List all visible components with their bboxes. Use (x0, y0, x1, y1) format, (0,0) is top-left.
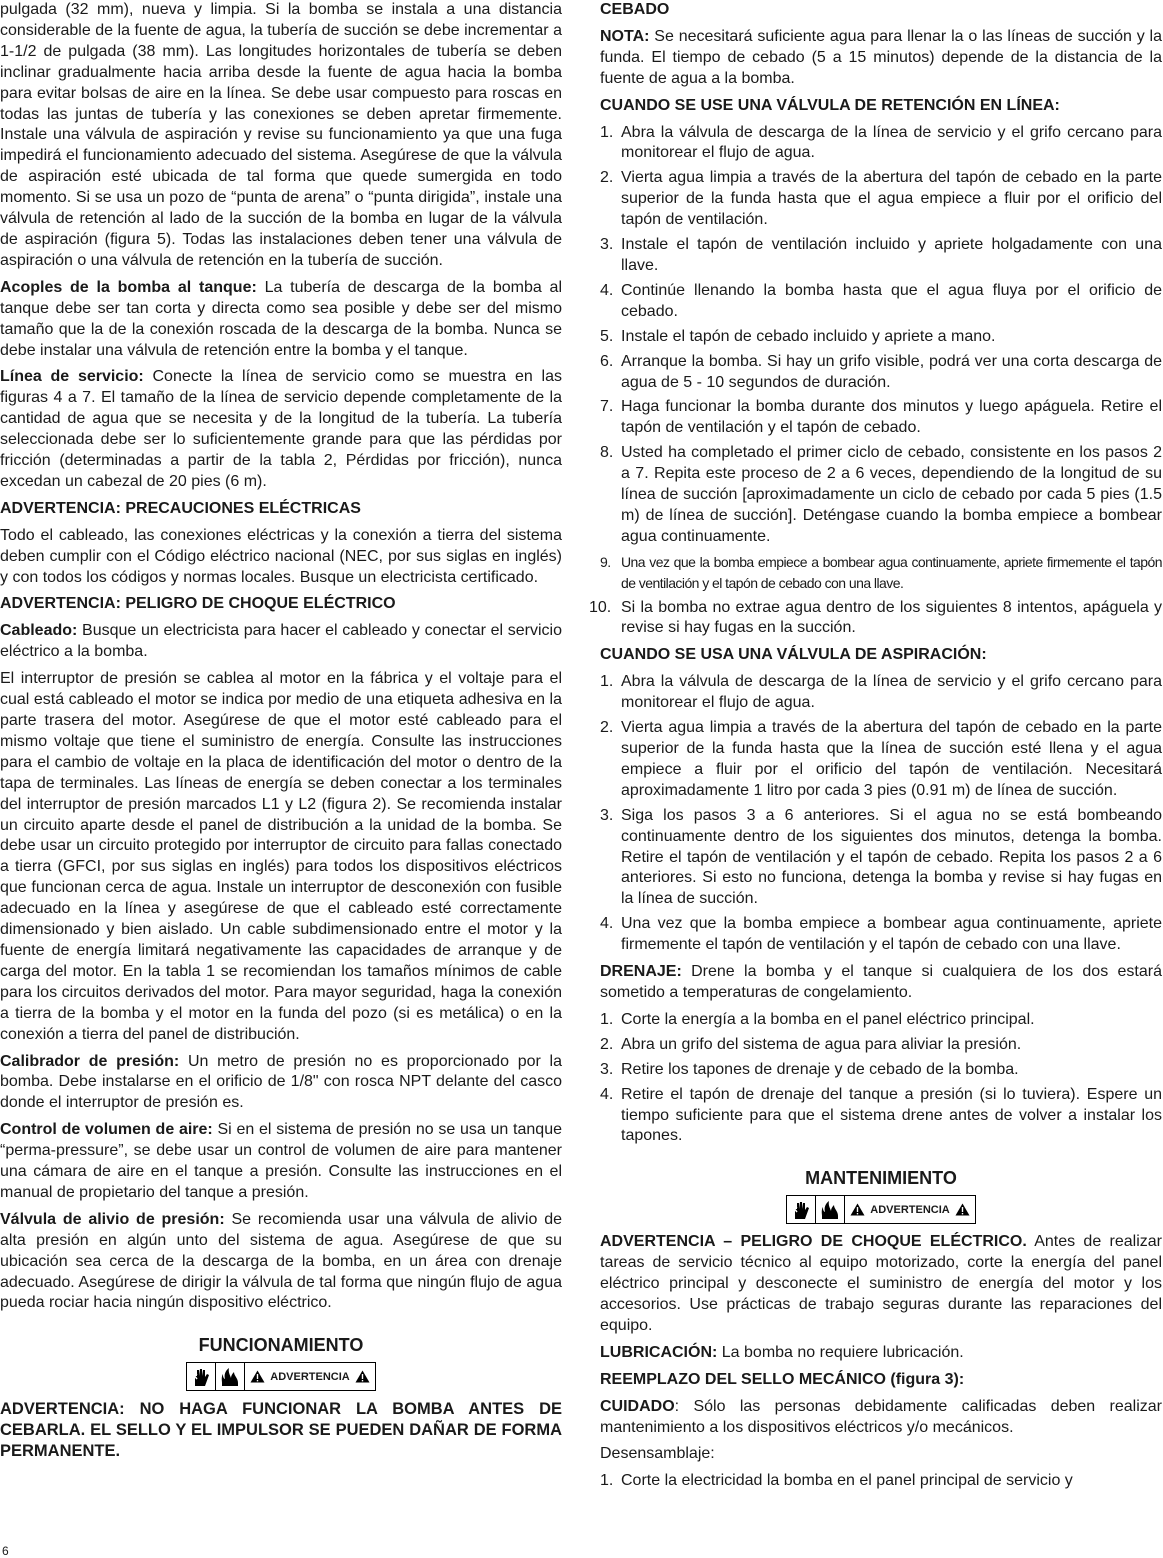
list-item: 2. Abra un grifo del sistema de agua para aliviar la presión. (600, 1035, 1022, 1053)
hand-shock-icon (187, 1363, 216, 1390)
fire-icon (216, 1363, 245, 1390)
calibrador-paragraph: Calibrador de presión: Un metro de presión no es proporcionado por la bomba. Debe instalarse en el orificio de 1/8" con rosca NPT delante del casco donde el interruptor de presión es. (0, 1052, 562, 1112)
warning-triangle-icon (850, 1203, 865, 1216)
page-number: 6 (2, 1544, 9, 1558)
list-item: 1. Corte la energía a la bomba en el panel eléctrico principal. (600, 1010, 1035, 1028)
list-item: 1. Corte la electricidad la bomba en el panel principal de servicio y (600, 1472, 1073, 1490)
funcionamiento-warning-label (0, 1362, 562, 1391)
drenaje-steps (600, 1010, 1162, 1147)
list-item: 9. Una vez que la bomba empiece a bombear agua continuamente, apriete firmemente el tapón de ventilación y el tapón de cebado con una llave. (600, 553, 1162, 591)
advertencia-badge: ADVERTENCIA (245, 1363, 374, 1390)
list-item: 4. Retire el tapón de drenaje del tanque a presión (si lo tuviera). Espere un tiempo suficiente para que el sistema drene antes de volver a instalar los tapones. (600, 1085, 1162, 1145)
list-item: 2. Vierta agua limpia a través de la abertura del tapón de cebado en la parte superior de la funda hasta que la línea de succión esté llena y el agua empiece a fluir por el orificio del tapón de ventilación. Necesitará aproximadamente 1 litro por cada 3 pies (0.91 m) de línea de succión. (600, 719, 1162, 799)
lubricacion-paragraph: LUBRICACIÓN: La bomba no requiere lubricación. (600, 1343, 964, 1361)
desensamblaje-steps (600, 1471, 1162, 1492)
list-item: 8. Usted ha completado el primer ciclo de cebado, consistente en los pasos 2 a 7. Repita este proceso de 2 a 6 veces, dependiendo de la longitud de su línea de succión [aproximadamente un ciclo de cebado por cada 5 pies (1.5 m) de línea de succión]. Deténgase cuando la bomba empiece a bombear agua continuamente. (600, 444, 1162, 545)
warning-shock-heading: ADVERTENCIA: PELIGRO DE CHOQUE ELÉCTRICO (0, 595, 396, 613)
interruptor-paragraph: El interruptor de presión se cablea al motor en la fábrica y el voltaje para el cual está cableado el motor se indica por medio de una etiqueta adhesiva en la parte trasera del motor. Asegúrese de que el motor esté cableado para el mismo voltaje que tiene el suministro de energía. Consulte las instrucciones para el cambio de voltaje en la placa de identificación del motor o dentro de la tapa de terminales. Las líneas de energía se deben conectar a los terminales del interruptor de presión marcados L1 y L2 (figura 2). Se recomienda instalar un circuito aparte desde el panel de distribución a la unidad de la bomba. Se debe usar un circuito protegido por interruptor de circuito para fallas conectado a tierra (GFCI, por sus siglas en inglés) para todos los dispositivos eléctricos que funcionan cerca de agua. Instale un interruptor de desconexión con fusible adecuado en la línea y asegúrese de que el cableado esté correctamente dimensionado y bien aislado. Un cable subdimensionado entre el motor y la fuente de energía limitará negativamente las capacidades de arranque y de carga del motor. En la tabla 1 se recomiendan los tamaños mínimos de cable para los circuitos derivados del motor. Para mayor seguridad, haga la conexión a tierra de la bomba y el motor en la funda del pozo (si es metálica) o en la conexión a tierra del panel de distribución. (0, 670, 562, 1043)
drenaje-paragraph: DRENAJE: Drene la bomba y el tanque si cualquiera de los dos estará sometido a temperaturas de congelamiento. (600, 963, 1162, 1001)
list-item: 10. Si la bomba no extrae agua dentro de los siguientes 8 intentos, apáguela y revise si hay fugas en la succión. (589, 598, 1162, 637)
list-item: 3. Retire los tapones de drenaje y de cebado de la bomba. (600, 1060, 1019, 1078)
sello-heading: REEMPLAZO DEL SELLO MECÁNICO (figura 3): (600, 1370, 965, 1388)
aspiracion-heading: CUANDO SE USA UNA VÁLVULA DE ASPIRACIÓN: (600, 646, 987, 664)
intro-paragraph: pulgada (32 mm), nueva y limpia. Si la bomba se instala a una distancia considerable de la fuente de agua, la tubería de succión se debe incrementar a 1-1/2 de pulgada (38 mm). Las longitudes horizontales de tubería se deben inclinar gradualmente hacia arriba desde la fuente de agua hacia la bomba para evitar bolsas de aire en la línea. Se debe usar compuesto para roscas en todas las juntas de tubería y las conexiones se deben apretar firmemente. Instale una válvula de aspiración y revise su funcionamiento ya que una fuga impedirá el funcionamiento adecuado del sistema. Asegúrese de que la válvula de aspiración esté ubicada de tal forma que quede sumergida en todo momento. Si se usa un pozo de “punta de arena” o “punta dirigida”, instale una válvula de retención al lado de la succión de la bomba en lugar de la válvula de aspiración (figura 5). Todas las instalaciones deben tener una válvula de aspiración o una válvula de retención en la tubería de succión. (0, 1, 562, 269)
list-item: 1. Abra la válvula de descarga de la línea de servicio y el grifo cercano para monitorear el flujo de agua. (600, 123, 1162, 162)
cableado-paragraph: Cableado: Busque un electricista para hacer el cableado y conectar el servicio eléctrico a la bomba. (0, 622, 562, 661)
aspiracion-steps (600, 672, 1162, 956)
desensamblaje-label: Desensamblaje: (600, 1445, 715, 1463)
linea-servicio-paragraph: Línea de servicio: Conecte la línea de servicio como se muestra en las figuras 4 a 7. El tamaño de la línea de servicio depende completamente de la cantidad de agua que se necesita y de la longitud de la tubería. La tubería seleccionada debe ser lo suficientemente grande para que las pérdidas por fricción (determinadas a partir de la tabla 2, Pérdidas por fricción), nunca excedan un cabezal de 20 pies (6 m). (0, 368, 563, 490)
acoples-paragraph: Acoples de la bomba al tanque: La tubería de descarga de la bomba al tanque debe ser tan corta y directa como sea posible y debe ser del mismo tamaño que la de la conexión roscada de la descarga de la bomba. Nunca se debe instalar una válvula de retención entre la bomba y el tanque. (0, 278, 562, 359)
nota-paragraph: NOTA: Se necesitará suficiente agua para llenar la o las líneas de succión y la funda. El tiempo de cebado (5 a 15 minutos) depende de la distancia de la fuente de agua a la bomba. (600, 27, 1162, 87)
mantenimiento-warning-paragraph: ADVERTENCIA – PELIGRO DE CHOQUE ELÉCTRICO. Antes de realizar tareas de servicio técnico al equipo motorizado, corte la energía del panel eléctrico principal y desconecte el suministro de energía del motor y los accesorios. Use prácticas de trabajo seguras durante las reparaciones del equipo. (600, 1233, 1163, 1334)
warning-triangle-icon (355, 1370, 370, 1383)
list-item: 3. Siga los pasos 3 a 6 anteriores. Si el agua no se está bombeando continuamente dentro de los siguientes dos minutos, detenga la bomba. Retire el tapón de ventilación y el tapón de cebado. Repita los pasos 2 a 6 anteriores. Si esto no funciona, detenga la bomba y revise si hay fugas en la línea de succión. (600, 806, 1162, 908)
control-aire-paragraph: Control de volumen de aire: Si en el sistema de presión no se usa un tanque “perma-pressure”, se debe usar un control de volumen de aire para mantener una cámara de aire en el tanque a presión. Consulte las instrucciones en el manual de propietario del tanque a presión. (0, 1121, 562, 1201)
cuidado-paragraph: CUIDADO: Sólo las personas debidamente calificadas deben realizar mantenimiento a los dispositivos eléctricos y/o mecánicos. (600, 1397, 1162, 1436)
cebado-heading: CEBADO (600, 1, 670, 18)
mantenimiento-title: MANTENIMIENTO (805, 1168, 957, 1189)
advertencia-badge: ADVERTENCIA (845, 1196, 974, 1223)
warning-electric-heading: ADVERTENCIA: PRECAUCIONES ELÉCTRICAS (0, 499, 361, 517)
list-item: 6. Arranque la bomba. Si hay un grifo visible, podrá ver una corta descarga de agua de 5 - 10 segundos de duración. (600, 352, 1162, 391)
mantenimiento-warning-label (600, 1195, 1162, 1224)
valvula-alivio-paragraph: Válvula de alivio de presión: Se recomienda usar una válvula de alivio de alta presión en algún unto del sistema de agua. Asegúrese de que su ubicación sea cerca de la descarga de la bomba, en un área con drenaje adecuado. Asegúrese de dirigir la válvula de tal forma que ningún flujo de agua pueda rociar hacia ningún dispositivo eléctrico. (0, 1210, 562, 1312)
list-item: 4. Continúe llenando la bomba hasta que el agua fluya por el orificio de cebado. (600, 281, 1162, 320)
list-item: 5. Instale el tapón de cebado incluido y apriete a mano. (600, 327, 996, 345)
list-item: 1. Abra la válvula de descarga de la línea de servicio y el grifo cercano para monitorear el flujo de agua. (600, 673, 1162, 712)
hand-shock-icon (787, 1196, 816, 1223)
list-item: 7. Haga funcionar la bomba durante dos minutos y luego apáguela. Retire el tapón de ventilación y el tapón de cebado. (600, 398, 1162, 437)
retencion-heading: CUANDO SE USE UNA VÁLVULA DE RETENCIÓN EN LÍNEA: (600, 96, 1060, 114)
fire-icon (816, 1196, 845, 1223)
list-item: 3. Instale el tapón de ventilación incluido y apriete holgadamente con una llave. (600, 236, 1162, 274)
funcionamiento-warning-text: ADVERTENCIA: NO HAGA FUNCIONAR LA BOMBA ANTES DE CEBARLA. EL SELLO Y EL IMPULSOR SE PUEDEN DAÑAR DE FORMA PERMANENTE. (0, 1400, 562, 1461)
warning-electric-text: Todo el cableado, las conexiones eléctricas y la conexión a tierra del sistema deben cumplir con el Código eléctrico nacional (NEC, por sus siglas en inglés) y con todos los códigos y normas locales. Busque un electricista certificado. (0, 526, 562, 586)
funcionamiento-title: FUNCIONAMIENTO (198, 1335, 364, 1356)
retencion-steps (589, 123, 1162, 640)
warning-triangle-icon (955, 1203, 970, 1216)
list-item: 4. Una vez que la bomba empiece a bombear agua continuamente, apriete firmemente el tapón de ventilación y el tapón de cebado con una llave. (600, 915, 1162, 954)
warning-triangle-icon (250, 1370, 265, 1383)
list-item: 2. Vierta agua limpia a través de la abertura del tapón de cebado en la parte superior de la funda hasta que el agua empiece a fluir por el orificio del tapón de ventilación. (600, 169, 1162, 229)
left-column (0, 0, 562, 1468)
right-column (589, 0, 1163, 1498)
